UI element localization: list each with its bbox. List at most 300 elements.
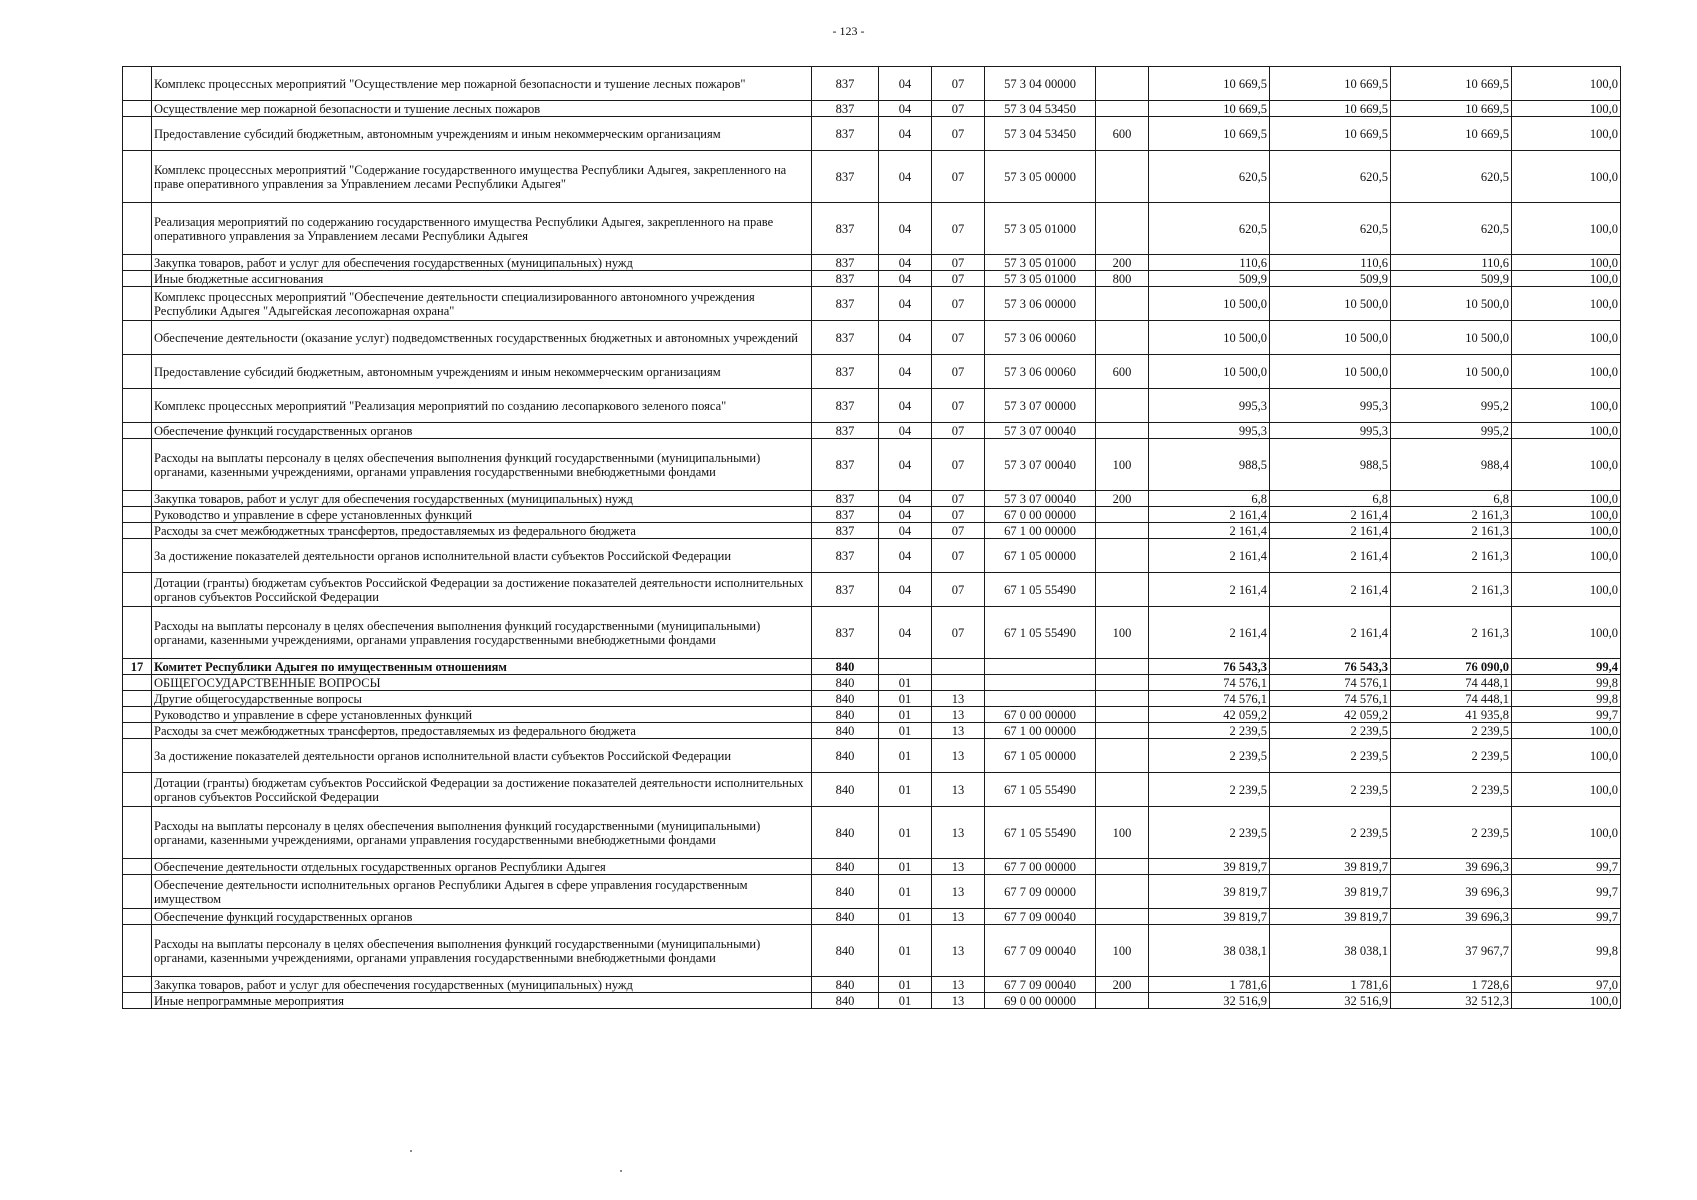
row-ministry-code: 837 — [812, 607, 879, 659]
row-approved: 110,6 — [1149, 255, 1270, 271]
row-percent: 100,0 — [1512, 491, 1621, 507]
row-approved: 74 576,1 — [1149, 691, 1270, 707]
table-row — [123, 101, 1621, 117]
row-percent: 100,0 — [1512, 389, 1621, 423]
row-expense-type: 200 — [1096, 255, 1149, 271]
row-executed: 41 935,8 — [1391, 707, 1512, 723]
row-expense-type: 800 — [1096, 271, 1149, 287]
row-refined: 2 161,4 — [1270, 523, 1391, 539]
row-name: Закупка товаров, работ и услуг для обеспечения государственных (муниципальных) нужд — [152, 255, 812, 271]
table-row — [123, 909, 1621, 925]
row-ministry-code: 837 — [812, 151, 879, 203]
table-row — [123, 439, 1621, 491]
row-name: Дотации (гранты) бюджетам субъектов Российской Федерации за достижение показателей деятельности исполнительных органов субъектов Российской Федерации — [152, 773, 812, 807]
row-name: Обеспечение функций государственных органов — [152, 909, 812, 925]
row-subsection: 07 — [932, 117, 985, 151]
row-expense-type — [1096, 993, 1149, 1009]
row-approved: 42 059,2 — [1149, 707, 1270, 723]
row-refined: 509,9 — [1270, 271, 1391, 287]
row-refined: 10 500,0 — [1270, 287, 1391, 321]
row-number — [123, 287, 152, 321]
row-percent: 100,0 — [1512, 117, 1621, 151]
row-target-article: 67 7 09 00040 — [985, 977, 1096, 993]
row-ministry-code: 840 — [812, 659, 879, 675]
row-executed: 1 728,6 — [1391, 977, 1512, 993]
row-number — [123, 67, 152, 101]
row-refined: 2 239,5 — [1270, 773, 1391, 807]
row-executed: 2 239,5 — [1391, 807, 1512, 859]
row-name: За достижение показателей деятельности органов исполнительной власти субъектов Российской Федерации — [152, 739, 812, 773]
row-refined: 2 239,5 — [1270, 723, 1391, 739]
row-ministry-code: 840 — [812, 807, 879, 859]
row-percent: 99,8 — [1512, 675, 1621, 691]
row-executed: 2 161,3 — [1391, 607, 1512, 659]
table-row — [123, 977, 1621, 993]
row-target-article: 67 0 00 00000 — [985, 507, 1096, 523]
row-refined: 2 161,4 — [1270, 507, 1391, 523]
row-target-article: 57 3 05 01000 — [985, 255, 1096, 271]
row-refined: 620,5 — [1270, 151, 1391, 203]
row-section: 04 — [879, 507, 932, 523]
budget-table — [122, 66, 1621, 1009]
row-percent: 100,0 — [1512, 423, 1621, 439]
row-subsection: 07 — [932, 151, 985, 203]
row-refined: 2 161,4 — [1270, 607, 1391, 659]
table-row — [123, 739, 1621, 773]
row-target-article: 57 3 06 00060 — [985, 321, 1096, 355]
row-percent: 100,0 — [1512, 255, 1621, 271]
row-target-article: 67 7 09 00040 — [985, 925, 1096, 977]
table-row — [123, 151, 1621, 203]
row-percent: 99,8 — [1512, 925, 1621, 977]
row-expense-type — [1096, 659, 1149, 675]
row-ministry-code: 837 — [812, 117, 879, 151]
row-target-article: 57 3 04 53450 — [985, 101, 1096, 117]
table-row — [123, 287, 1621, 321]
row-refined: 110,6 — [1270, 255, 1391, 271]
budget-sheet — [122, 66, 1621, 1009]
row-target-article — [985, 659, 1096, 675]
row-target-article: 69 0 00 00000 — [985, 993, 1096, 1009]
page-number: - 123 - — [832, 24, 865, 38]
row-number — [123, 491, 152, 507]
row-number — [123, 875, 152, 909]
row-expense-type: 100 — [1096, 607, 1149, 659]
table-row — [123, 807, 1621, 859]
row-expense-type — [1096, 875, 1149, 909]
row-expense-type — [1096, 507, 1149, 523]
row-name: Расходы на выплаты персоналу в целях обеспечения выполнения функций государственными (муниципальными) органами, казенными учреждениями, органами управления государственными внебюджетными фондами — [152, 925, 812, 977]
row-refined: 39 819,7 — [1270, 875, 1391, 909]
row-subsection: 13 — [932, 977, 985, 993]
row-ministry-code: 837 — [812, 539, 879, 573]
row-target-article: 67 1 05 55490 — [985, 807, 1096, 859]
row-ministry-code: 840 — [812, 691, 879, 707]
row-ministry-code: 840 — [812, 739, 879, 773]
row-expense-type: 600 — [1096, 355, 1149, 389]
row-section: 04 — [879, 523, 932, 539]
row-section: 01 — [879, 739, 932, 773]
row-name: Расходы за счет межбюджетных трансфертов, предоставляемых из федерального бюджета — [152, 523, 812, 539]
row-ministry-code: 837 — [812, 439, 879, 491]
row-percent: 100,0 — [1512, 573, 1621, 607]
table-row — [123, 203, 1621, 255]
row-ministry-code: 837 — [812, 271, 879, 287]
row-ministry-code: 840 — [812, 925, 879, 977]
row-target-article — [985, 675, 1096, 691]
row-section: 01 — [879, 723, 932, 739]
row-ministry-code: 837 — [812, 507, 879, 523]
row-section: 01 — [879, 691, 932, 707]
row-executed: 39 696,3 — [1391, 875, 1512, 909]
row-section: 01 — [879, 909, 932, 925]
row-subsection: 07 — [932, 573, 985, 607]
row-name: Расходы на выплаты персоналу в целях обеспечения выполнения функций государственными (муниципальными) органами, казенными учреждениями, органами управления государственными внебюджетными фондами — [152, 807, 812, 859]
row-subsection: 07 — [932, 255, 985, 271]
row-target-article: 57 3 05 01000 — [985, 203, 1096, 255]
row-expense-type — [1096, 909, 1149, 925]
row-name: Иные непрограммные мероприятия — [152, 993, 812, 1009]
row-subsection: 07 — [932, 389, 985, 423]
row-number — [123, 423, 152, 439]
row-ministry-code: 840 — [812, 723, 879, 739]
row-percent: 99,7 — [1512, 909, 1621, 925]
row-percent: 100,0 — [1512, 67, 1621, 101]
row-target-article: 57 3 07 00040 — [985, 423, 1096, 439]
row-refined: 2 161,4 — [1270, 573, 1391, 607]
row-refined: 76 543,3 — [1270, 659, 1391, 675]
row-expense-type — [1096, 675, 1149, 691]
row-name: Руководство и управление в сфере установленных функций — [152, 707, 812, 723]
row-approved: 32 516,9 — [1149, 993, 1270, 1009]
row-expense-type — [1096, 573, 1149, 607]
row-number — [123, 739, 152, 773]
table-row — [123, 539, 1621, 573]
row-target-article: 57 3 05 00000 — [985, 151, 1096, 203]
row-number — [123, 203, 152, 255]
row-number — [123, 389, 152, 423]
row-percent: 100,0 — [1512, 607, 1621, 659]
table-row — [123, 355, 1621, 389]
row-name: Комплекс процессных мероприятий "Реализация мероприятий по созданию лесопаркового зеленого пояса" — [152, 389, 812, 423]
row-subsection: 13 — [932, 993, 985, 1009]
row-percent: 100,0 — [1512, 807, 1621, 859]
row-approved: 2 161,4 — [1149, 507, 1270, 523]
row-number — [123, 691, 152, 707]
row-section: 04 — [879, 101, 932, 117]
row-refined: 2 161,4 — [1270, 539, 1391, 573]
row-expense-type — [1096, 739, 1149, 773]
row-approved: 10 669,5 — [1149, 67, 1270, 101]
row-approved: 2 161,4 — [1149, 539, 1270, 573]
row-ministry-code: 837 — [812, 523, 879, 539]
row-target-article: 67 7 09 00040 — [985, 909, 1096, 925]
row-name: Предоставление субсидий бюджетным, автономным учреждениям и иным некоммерческим организациям — [152, 117, 812, 151]
row-expense-type: 100 — [1096, 807, 1149, 859]
row-approved: 74 576,1 — [1149, 675, 1270, 691]
row-refined: 995,3 — [1270, 389, 1391, 423]
row-section: 01 — [879, 977, 932, 993]
row-name: Обеспечение деятельности (оказание услуг) подведомственных государственных бюджетных и автономных учреждений — [152, 321, 812, 355]
row-expense-type — [1096, 203, 1149, 255]
row-section: 04 — [879, 491, 932, 507]
row-section: 04 — [879, 607, 932, 659]
row-subsection: 07 — [932, 67, 985, 101]
row-executed: 995,2 — [1391, 423, 1512, 439]
row-section: 01 — [879, 993, 932, 1009]
table-row — [123, 507, 1621, 523]
table-row — [123, 691, 1621, 707]
row-executed: 10 500,0 — [1391, 355, 1512, 389]
row-target-article: 57 3 07 00000 — [985, 389, 1096, 423]
row-refined: 74 576,1 — [1270, 675, 1391, 691]
row-approved: 39 819,7 — [1149, 875, 1270, 909]
row-expense-type — [1096, 707, 1149, 723]
row-target-article: 57 3 05 01000 — [985, 271, 1096, 287]
row-executed: 620,5 — [1391, 203, 1512, 255]
row-approved: 620,5 — [1149, 151, 1270, 203]
table-row — [123, 925, 1621, 977]
row-expense-type: 600 — [1096, 117, 1149, 151]
row-percent: 100,0 — [1512, 993, 1621, 1009]
row-executed: 2 161,3 — [1391, 573, 1512, 607]
row-section: 04 — [879, 67, 932, 101]
row-executed: 995,2 — [1391, 389, 1512, 423]
row-section: 01 — [879, 675, 932, 691]
row-percent: 100,0 — [1512, 773, 1621, 807]
row-approved: 2 239,5 — [1149, 739, 1270, 773]
row-number — [123, 321, 152, 355]
row-section: 04 — [879, 117, 932, 151]
row-executed: 620,5 — [1391, 151, 1512, 203]
row-percent: 100,0 — [1512, 723, 1621, 739]
row-ministry-code: 837 — [812, 287, 879, 321]
row-name: Обеспечение деятельности отдельных государственных органов Республики Адыгея — [152, 859, 812, 875]
row-executed: 2 239,5 — [1391, 723, 1512, 739]
row-target-article: 67 1 05 00000 — [985, 739, 1096, 773]
row-ministry-code: 837 — [812, 389, 879, 423]
row-approved: 2 161,4 — [1149, 523, 1270, 539]
row-executed: 6,8 — [1391, 491, 1512, 507]
table-row — [123, 659, 1621, 675]
row-refined: 42 059,2 — [1270, 707, 1391, 723]
row-executed: 10 500,0 — [1391, 321, 1512, 355]
row-ministry-code: 837 — [812, 321, 879, 355]
row-ministry-code: 840 — [812, 707, 879, 723]
row-target-article: 67 1 05 55490 — [985, 573, 1096, 607]
row-number — [123, 607, 152, 659]
row-approved: 10 669,5 — [1149, 101, 1270, 117]
row-approved: 2 239,5 — [1149, 807, 1270, 859]
row-approved: 76 543,3 — [1149, 659, 1270, 675]
row-name: Дотации (гранты) бюджетам субъектов Российской Федерации за достижение показателей деятельности исполнительных органов субъектов Российской Федерации — [152, 573, 812, 607]
row-expense-type: 100 — [1096, 439, 1149, 491]
row-refined: 38 038,1 — [1270, 925, 1391, 977]
row-name: Предоставление субсидий бюджетным, автономным учреждениям и иным некоммерческим организациям — [152, 355, 812, 389]
row-target-article: 57 3 06 00060 — [985, 355, 1096, 389]
row-percent: 99,8 — [1512, 691, 1621, 707]
row-number — [123, 993, 152, 1009]
row-name: Закупка товаров, работ и услуг для обеспечения государственных (муниципальных) нужд — [152, 491, 812, 507]
row-subsection: 07 — [932, 101, 985, 117]
row-number — [123, 707, 152, 723]
row-executed: 2 161,3 — [1391, 523, 1512, 539]
row-approved: 10 500,0 — [1149, 355, 1270, 389]
row-name: Комитет Республики Адыгея по имущественным отношениям — [152, 659, 812, 675]
row-executed: 2 161,3 — [1391, 507, 1512, 523]
row-expense-type — [1096, 287, 1149, 321]
row-target-article: 67 7 09 00000 — [985, 875, 1096, 909]
row-number — [123, 507, 152, 523]
table-row — [123, 389, 1621, 423]
row-executed: 10 669,5 — [1391, 117, 1512, 151]
row-section: 01 — [879, 807, 932, 859]
row-number — [123, 807, 152, 859]
row-number: 17 — [123, 659, 152, 675]
row-ministry-code: 840 — [812, 993, 879, 1009]
table-row — [123, 859, 1621, 875]
row-approved: 38 038,1 — [1149, 925, 1270, 977]
row-ministry-code: 840 — [812, 875, 879, 909]
table-row — [123, 607, 1621, 659]
row-target-article: 57 3 07 00040 — [985, 491, 1096, 507]
row-refined: 74 576,1 — [1270, 691, 1391, 707]
row-refined: 1 781,6 — [1270, 977, 1391, 993]
row-approved: 2 239,5 — [1149, 723, 1270, 739]
table-row — [123, 875, 1621, 909]
row-number — [123, 355, 152, 389]
row-executed: 2 161,3 — [1391, 539, 1512, 573]
row-refined: 39 819,7 — [1270, 909, 1391, 925]
row-number — [123, 439, 152, 491]
row-refined: 6,8 — [1270, 491, 1391, 507]
row-expense-type — [1096, 539, 1149, 573]
row-approved: 988,5 — [1149, 439, 1270, 491]
row-executed: 10 500,0 — [1391, 287, 1512, 321]
row-name: За достижение показателей деятельности органов исполнительной власти субъектов Российской Федерации — [152, 539, 812, 573]
row-approved: 10 500,0 — [1149, 287, 1270, 321]
row-section: 04 — [879, 573, 932, 607]
row-name: Комплекс процессных мероприятий "Осуществление мер пожарной безопасности и тушение лесных пожаров" — [152, 67, 812, 101]
table-row — [123, 993, 1621, 1009]
row-target-article: 57 3 07 00040 — [985, 439, 1096, 491]
row-name: Осуществление мер пожарной безопасности и тушение лесных пожаров — [152, 101, 812, 117]
row-approved: 620,5 — [1149, 203, 1270, 255]
row-number — [123, 723, 152, 739]
row-percent: 99,7 — [1512, 707, 1621, 723]
row-approved: 2 239,5 — [1149, 773, 1270, 807]
row-executed: 10 669,5 — [1391, 101, 1512, 117]
row-target-article: 67 1 05 55490 — [985, 773, 1096, 807]
row-subsection: 07 — [932, 539, 985, 573]
row-percent: 99,7 — [1512, 875, 1621, 909]
row-name: Обеспечение функций государственных органов — [152, 423, 812, 439]
row-refined: 10 669,5 — [1270, 101, 1391, 117]
row-subsection: 13 — [932, 739, 985, 773]
row-subsection: 07 — [932, 423, 985, 439]
row-subsection: 13 — [932, 773, 985, 807]
table-row — [123, 773, 1621, 807]
row-name: ОБЩЕГОСУДАРСТВЕННЫЕ ВОПРОСЫ — [152, 675, 812, 691]
row-expense-type — [1096, 859, 1149, 875]
row-subsection — [932, 659, 985, 675]
row-subsection: 07 — [932, 203, 985, 255]
row-ministry-code: 840 — [812, 859, 879, 875]
row-expense-type: 100 — [1096, 925, 1149, 977]
row-name: Расходы за счет межбюджетных трансфертов, предоставляемых из федерального бюджета — [152, 723, 812, 739]
row-section — [879, 659, 932, 675]
row-refined: 10 500,0 — [1270, 321, 1391, 355]
row-subsection — [932, 675, 985, 691]
row-ministry-code: 837 — [812, 101, 879, 117]
table-row — [123, 67, 1621, 101]
row-target-article: 57 3 04 53450 — [985, 117, 1096, 151]
row-name: Другие общегосударственные вопросы — [152, 691, 812, 707]
row-name: Реализация мероприятий по содержанию государственного имущества Республики Адыгея, закрепленного на праве оперативного управления за Управлением лесами Республики Адыгея — [152, 203, 812, 255]
row-name: Руководство и управление в сфере установленных функций — [152, 507, 812, 523]
row-executed: 509,9 — [1391, 271, 1512, 287]
table-row — [123, 573, 1621, 607]
row-approved: 10 500,0 — [1149, 321, 1270, 355]
row-percent: 100,0 — [1512, 101, 1621, 117]
row-approved: 509,9 — [1149, 271, 1270, 287]
row-subsection: 13 — [932, 691, 985, 707]
row-approved: 995,3 — [1149, 423, 1270, 439]
row-subsection: 13 — [932, 909, 985, 925]
row-percent: 100,0 — [1512, 287, 1621, 321]
row-number — [123, 117, 152, 151]
row-subsection: 07 — [932, 607, 985, 659]
row-subsection: 07 — [932, 321, 985, 355]
row-number — [123, 977, 152, 993]
row-subsection: 13 — [932, 875, 985, 909]
row-ministry-code: 837 — [812, 491, 879, 507]
row-section: 01 — [879, 707, 932, 723]
scan-speck — [410, 1150, 412, 1152]
row-ministry-code: 837 — [812, 203, 879, 255]
table-row — [123, 255, 1621, 271]
row-ministry-code: 840 — [812, 773, 879, 807]
row-executed: 10 669,5 — [1391, 67, 1512, 101]
row-ministry-code: 840 — [812, 909, 879, 925]
row-percent: 100,0 — [1512, 539, 1621, 573]
table-row — [123, 491, 1621, 507]
row-target-article: 57 3 06 00000 — [985, 287, 1096, 321]
row-number — [123, 523, 152, 539]
row-name: Расходы на выплаты персоналу в целях обеспечения выполнения функций государственными (муниципальными) органами, казенными учреждениями, органами управления государственными внебюджетными фондами — [152, 607, 812, 659]
row-refined: 988,5 — [1270, 439, 1391, 491]
table-row — [123, 271, 1621, 287]
row-expense-type — [1096, 101, 1149, 117]
row-ministry-code: 837 — [812, 355, 879, 389]
table-row — [123, 723, 1621, 739]
row-section: 01 — [879, 773, 932, 807]
row-section: 04 — [879, 203, 932, 255]
row-percent: 100,0 — [1512, 203, 1621, 255]
row-ministry-code: 837 — [812, 67, 879, 101]
row-name: Иные бюджетные ассигнования — [152, 271, 812, 287]
row-executed: 76 090,0 — [1391, 659, 1512, 675]
row-number — [123, 539, 152, 573]
row-approved: 2 161,4 — [1149, 573, 1270, 607]
row-number — [123, 573, 152, 607]
row-executed: 39 696,3 — [1391, 859, 1512, 875]
row-expense-type — [1096, 691, 1149, 707]
row-target-article: 57 3 04 00000 — [985, 67, 1096, 101]
scan-speck — [620, 1170, 622, 1172]
row-section: 04 — [879, 287, 932, 321]
row-executed: 39 696,3 — [1391, 909, 1512, 925]
